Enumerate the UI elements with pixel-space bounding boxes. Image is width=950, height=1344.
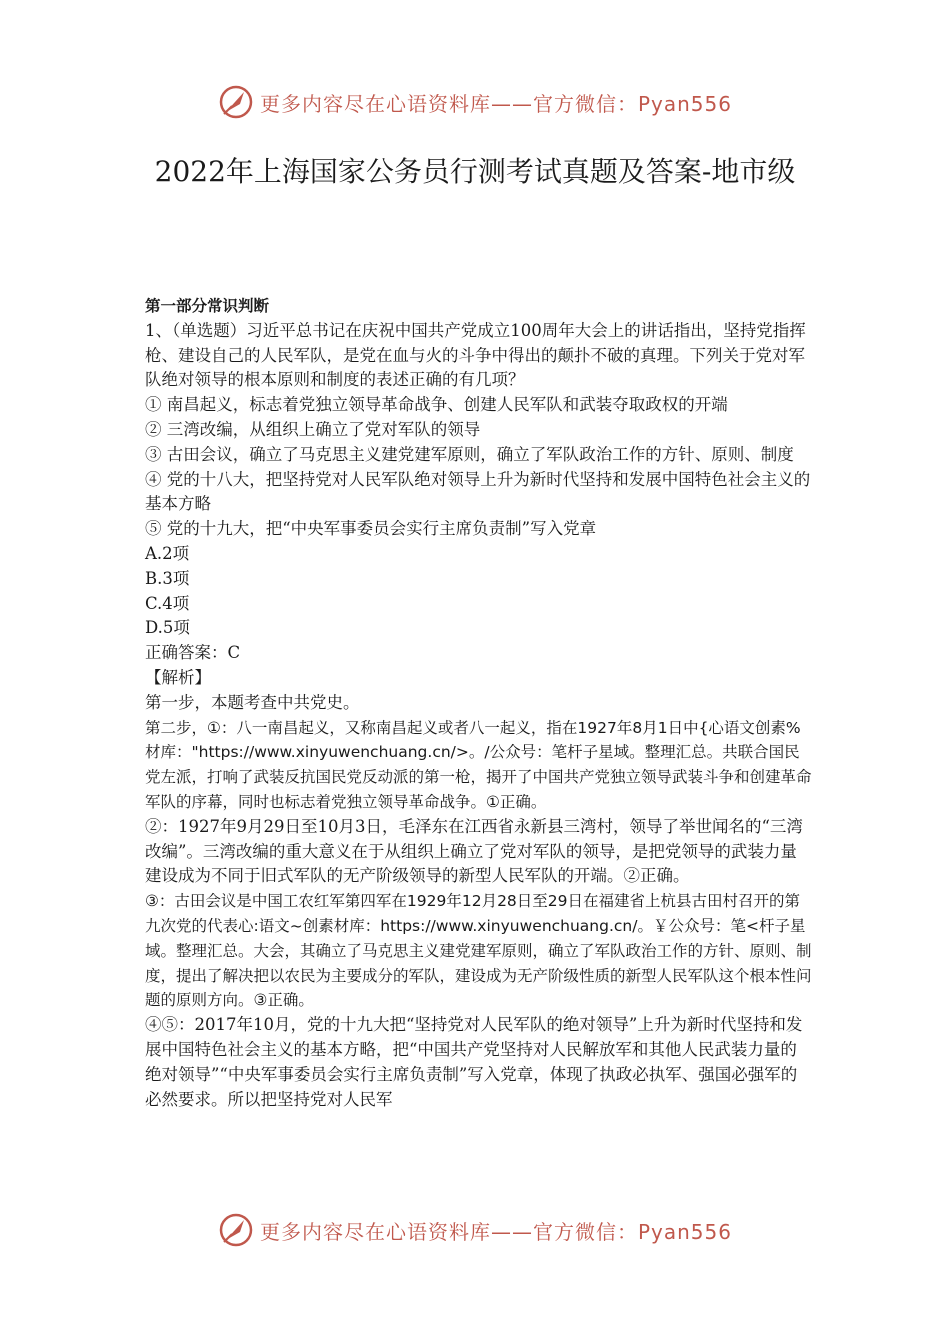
- analysis-step-1: 第一步，本题考查中共党史。: [145, 692, 360, 712]
- statement-4: ④ 党的十八大，把坚持党对人民军队绝对领导上升为新时代坚持和发展中国特色社会主义的基本方略: [145, 469, 811, 514]
- analysis-point-3: ③：古田会议是中国工农红军第四军在1929年12月28日至29日在福建省上杭县古田村召开的第九次党的代表心:语文~创素材库：https://www.xinyuwenchuang.cn/。￥公众号：笔<杆子星域。整理汇总。大会，其确立了马克思主义建党建军原则，确立了军队政治工作的方针、原则、制度，提出了解决把以农民为主要成分的军队，建设成为无产阶级性质的新型人民军队这个根本性问题的原则方向。③正确。: [145, 892, 812, 1010]
- quill-logo-icon: [218, 84, 254, 120]
- analysis-point-4-5: ④⑤：2017年10月，党的十九大把“坚持党对人民军队的绝对领导”上升为新时代坚持和发展中国特色社会主义的基本方略，把“中国共产党坚持对人民解放军和其他人民武装力量的绝对领导”“中央军事委员会实行主席负责制”写入党章，体现了执政必执军、强国必强军的必然要求。所以把坚持党对人民军: [145, 1015, 803, 1109]
- banner-text: 更多内容尽在心语资料库——官方微信：Pyan556: [259, 91, 732, 116]
- quill-logo-icon: [218, 1212, 254, 1248]
- option-d: D.5项: [145, 618, 190, 638]
- statement-2: ② 三湾改编，从组织上确立了党对军队的领导: [145, 419, 481, 439]
- option-b: B.3项: [145, 568, 190, 588]
- statement-3: ③ 古田会议，确立了马克思主义建党建军原则，确立了军队政治工作的方针、原则、制度: [145, 444, 794, 464]
- option-c: C.4项: [145, 593, 190, 613]
- document-body: [145, 294, 813, 1112]
- option-a: A.2项: [145, 543, 190, 563]
- header-banner: [0, 82, 950, 122]
- banner-text: 更多内容尽在心语资料库——官方微信：Pyan556: [259, 1219, 732, 1244]
- statement-5: ⑤ 党的十九大，把“中央军事委员会实行主席负责制”写入党章: [145, 519, 597, 539]
- analysis-point-2: ②：1927年9月29日至10月3日，毛泽东在江西省永新县三湾村，领导了举世闻名的“三湾改编”。三湾改编的重大意义在于从组织上确立了党对军队的领导，是把党领导的武装力量建设成为不同于旧式军队的无产阶级领导的新型人民军队的开端。②正确。: [145, 816, 803, 886]
- section-heading: 第一部分常识判断: [145, 297, 270, 315]
- correct-answer: 正确答案：C: [145, 643, 241, 663]
- question-stem: 1、（单选题）习近平总书记在庆祝中国共产党成立100周年大会上的讲话指出，坚持党指挥枪、建设自己的人民军队，是党在血与火的斗争中得出的颠扑不破的真理。下列关于党对军队绝对领导的根本原则和制度的表述正确的有几项？: [145, 320, 806, 390]
- analysis-step-2: 第二步，①：八一南昌起义，又称南昌起义或者八一起义，指在1927年8月1日中{心语文创素%材库："https://www.xinyuwenchuang.cn/>。/公众号：笔杆子星域。整理汇总。共联合国民党左派，打响了武装反抗国民党反动派的第一枪，揭开了中国共产党独立领导武装斗争和创建革命军队的序幕，同时也标志着党独立领导革命战争。①正确。: [145, 718, 812, 811]
- analysis-heading: 【解析】: [145, 667, 211, 687]
- footer-banner: [0, 1210, 950, 1250]
- document-title: 2022年上海国家公务员行测考试真题及答案-地市级: [154, 155, 796, 188]
- statement-1: ① 南昌起义，标志着党独立领导革命战争、创建人民军队和武装夺取政权的开端: [145, 395, 728, 415]
